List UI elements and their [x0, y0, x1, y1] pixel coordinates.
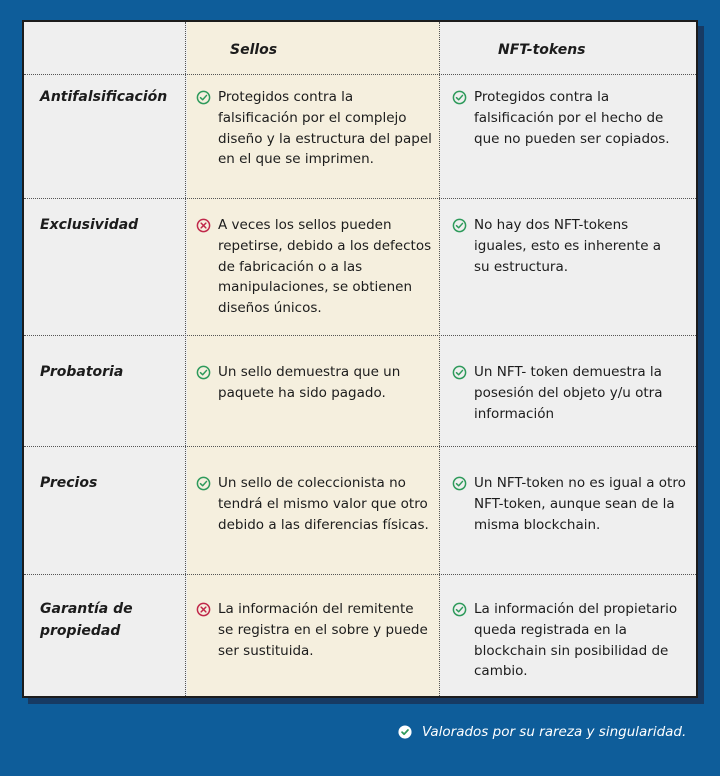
- row-divider: [24, 335, 696, 336]
- row-divider: [24, 74, 696, 75]
- cell-text: A veces los sellos pueden repetirse, debido a los defectos de fabricación o a las manipulaciones, se obtienen diseños únicos.: [218, 217, 432, 317]
- cell-text: Un NFT-token no es igual a otro NFT-token, aunque sean de la misma blockchain.: [474, 475, 686, 533]
- sellos-cell: [196, 473, 432, 535]
- cell-text: No hay dos NFT-tokens iguales, esto es inherente a su estructura.: [474, 217, 662, 275]
- check-icon: [452, 365, 467, 380]
- column-divider: [439, 22, 440, 696]
- row-label-probatoria: Probatoria: [40, 364, 124, 380]
- cross-icon: [196, 218, 211, 233]
- cell-text: Protegidos contra la falsificación por el hecho de que no pueden ser copiados.: [474, 89, 670, 147]
- check-icon: [452, 218, 467, 233]
- row-divider: [24, 198, 696, 199]
- row-label-precios: Precios: [40, 475, 98, 491]
- check-icon: [452, 476, 467, 491]
- nft-cell: [452, 87, 688, 149]
- check-icon: [196, 90, 211, 105]
- row-label-garantia-de-propiedad: Garantía de propiedad: [40, 601, 133, 639]
- cross-icon: [196, 602, 211, 617]
- legend-footer: [398, 724, 686, 740]
- row-divider: [24, 446, 696, 447]
- sellos-cell: [196, 87, 432, 170]
- legend-text: Valorados por su rareza y singularidad.: [422, 724, 687, 740]
- nft-cell: [452, 362, 688, 424]
- header-sellos: Sellos: [230, 42, 278, 58]
- row-label-exclusividad: Exclusividad: [40, 217, 139, 233]
- sellos-cell: [196, 362, 432, 404]
- row-divider: [24, 574, 696, 575]
- cell-text: La información del propietario queda registrada en la blockchain sin posibilidad de cambio.: [474, 601, 678, 680]
- cell-text: Protegidos contra la falsificación por el complejo diseño y la estructura del papel en el que se imprimen.: [218, 89, 432, 168]
- nft-cell: [452, 215, 662, 277]
- header-nft-tokens: NFT-tokens: [498, 42, 586, 58]
- column-divider: [185, 22, 186, 696]
- check-icon: [196, 476, 211, 491]
- cell-text: Un sello de coleccionista no tendrá el mismo valor que otro debido a las diferencias físicas.: [218, 475, 429, 533]
- sellos-cell: [196, 599, 432, 661]
- check-icon: [452, 90, 467, 105]
- cell-text: Un sello demuestra que un paquete ha sido pagado.: [218, 364, 401, 401]
- nft-cell: [452, 599, 692, 682]
- row-label-antifalsificacion: Antifalsificación: [40, 89, 168, 105]
- check-icon: [452, 602, 467, 617]
- check-icon: [398, 725, 412, 739]
- sellos-cell: [196, 215, 438, 319]
- cell-text: Un NFT- token demuestra la posesión del objeto y/u otra información: [474, 364, 663, 422]
- nft-cell: [452, 473, 688, 535]
- check-icon: [196, 365, 211, 380]
- comparison-table: [22, 20, 698, 698]
- cell-text: La información del remitente se registra en el sobre y puede ser sustituida.: [218, 601, 428, 659]
